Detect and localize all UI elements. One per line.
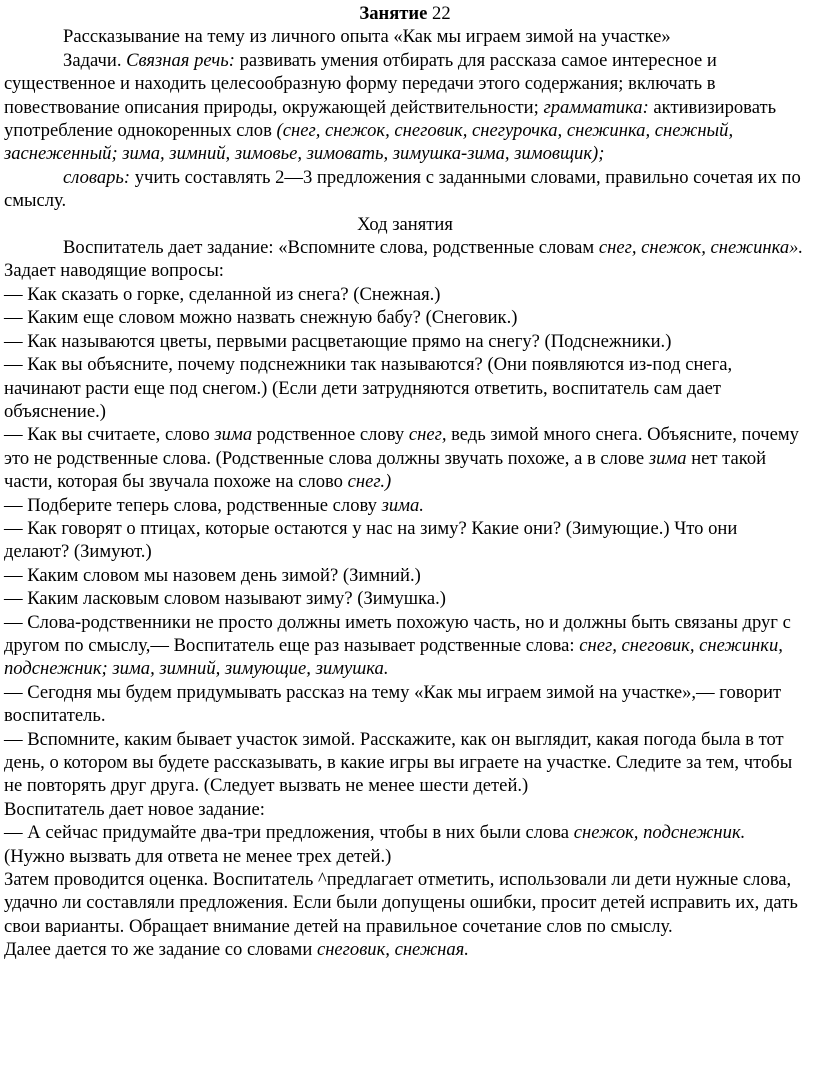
intro-paragraph: Воспитатель дает задание: «Вспомните слова, родственные словам снег, снежок, снежинка». Задает наводящие вопросы: [4,237,804,282]
question-10: — Слова-родственники не просто должны иметь похожую часть, но и должны быть связаны друг с другом по смыслу,— Воспитатель еще раз называет родственные слова: снег, снеговик, снежинки, подснежник; зима, зимний, зимующие, зимушка. [4,611,791,680]
question-5: — Как вы считаете, слово зима родственное слову снег, ведь зимой много снега. Объясните, почему это не родственные слова. (Родственные слова должны звучать похоже, а в слове зима нет такой части, которая бы звучала похоже на слово снег.) [4,424,799,493]
question-1: — Как сказать о горке, сделанной из снега? (Снежная.) [4,283,441,305]
question-12: — Вспомните, каким бывает участок зимой. Расскажите, как он выглядит, какая погода была в тот день, о котором вы будете рассказывать, в какие игры вы играете на участке. Следите за тем, чтобы не повторять друг друга. (Следует вызвать не менее шести детей.) [4,728,793,797]
tasks-paragraph: Задачи. Связная речь: развивать умения отбирать для рассказа самое интересное и существенное и находить целесообразную форму передачи этого содержания; включать в повествование описания природы, окружающей действительности; грамматика: активизировать употребление однокоренных слов (снег, снежок, снеговик, снегурочка, снежинка, снежный, заснеженный; зима, зимний, зимовье, зимовать, зимушка-зима, зимовщик); [4,49,777,165]
question-2: — Каким еще словом можно назвать снежную бабу? (Снеговик.) [4,307,518,329]
question-13: — А сейчас придумайте два-три предложения, чтобы в них были слова снежок, подснежник. (Нужно вызвать для ответа не менее трех детей.) [4,822,746,867]
lesson-topic: Рассказывание на тему из личного опыта «Как мы играем зимой на участке» [63,26,671,48]
question-9: — Каким ласковым словом называют зиму? (Зимушка.) [4,588,446,610]
question-6: — Подберите теперь слова, родственные слову зима. [4,494,424,516]
question-8: — Каким словом мы назовем день зимой? (Зимний.) [4,564,421,586]
question-7: — Как говорят о птицах, которые остаются у нас на зиму? Какие они? (Зимующие.) Что они делают? (Зимуют.) [4,517,738,563]
question-4: — Как вы объясните, почему подснежники так называются? (Они появляются из-под снега, начинают расти еще под снегом.) (Если дети затрудняются ответить, воспитатель сам дает объяснение.) [4,354,733,422]
question-3: — Как называются цветы, первыми расцветающие прямо на снегу? (Подснежники.) [4,330,672,352]
lesson-title: Занятие 22 [359,3,451,24]
evaluation-paragraph: Затем проводится оценка. Воспитатель ^предлагает отметить, использовали ли дети нужные слова, удачно ли составляли предложения. Если были допущены ошибки, просит детей исправить их, дать свои варианты. Обращает внимание детей на правильное сочетание слов по смыслу. [4,869,798,937]
question-11: — Сегодня мы будем придумывать рассказ на тему «Как мы играем зимой на участке»,— говорит воспитатель. [4,681,782,727]
course-heading: Ход занятия [357,213,453,235]
new-task-line: Воспитатель дает новое задание: [4,798,265,820]
vocabulary-paragraph: словарь: учить составлять 2—3 предложения с заданными словами, правильно сочетая их по смыслу. [4,166,801,212]
final-paragraph: Далее дается то же задание со словами снеговик, снежная. [4,939,469,961]
